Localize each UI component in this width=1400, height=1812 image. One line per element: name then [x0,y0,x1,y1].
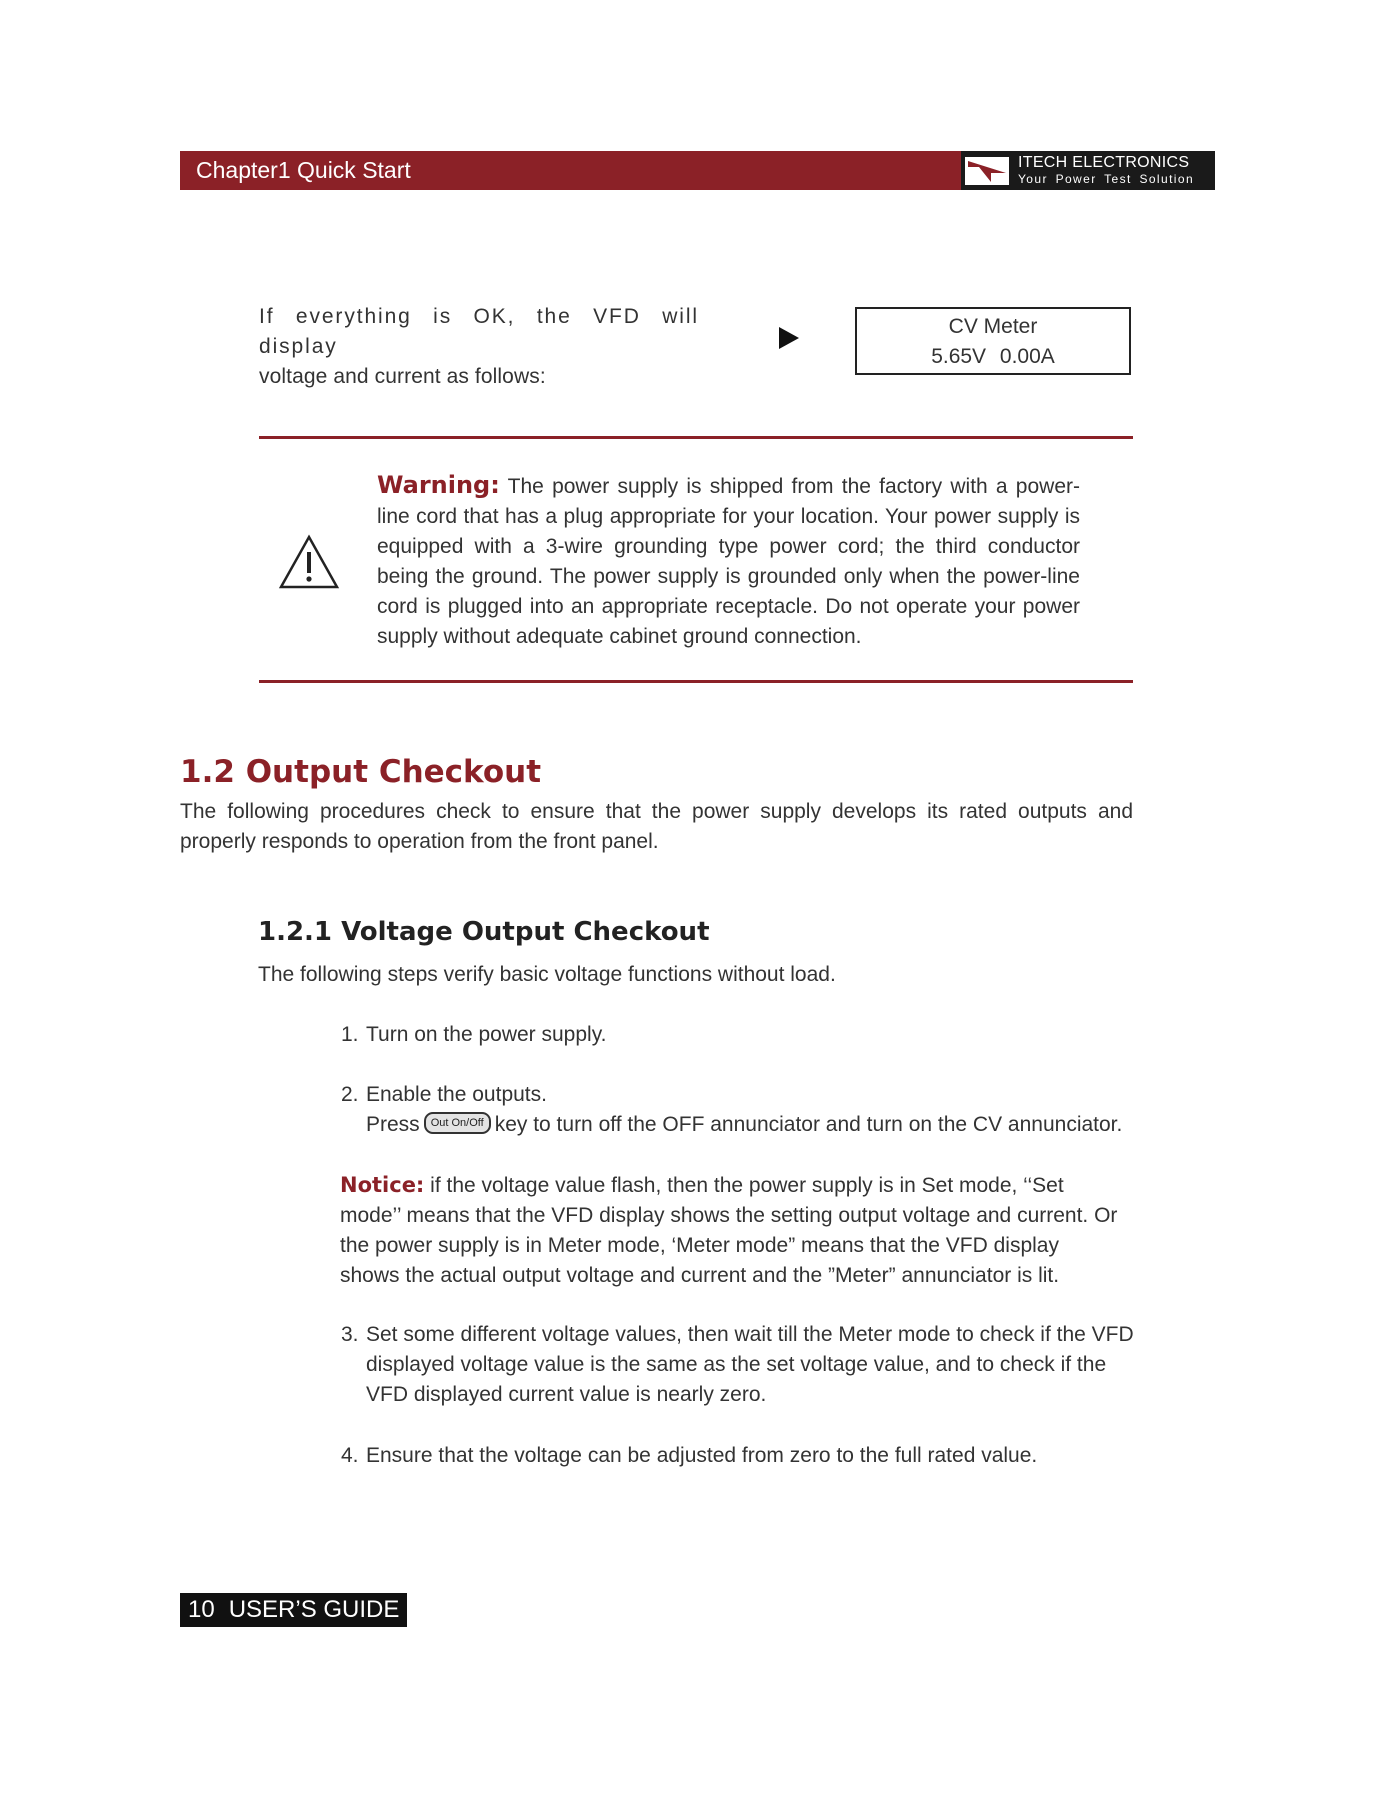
vfd-display-box [855,307,1131,375]
intro-line-2: voltage and current as follows: [259,365,546,388]
step-number: 2. [341,1083,359,1106]
step-number: 3. [341,1323,359,1346]
step-text: Turn on the power supply. [366,1023,607,1046]
notice-text: if the voltage value flash, then the power supply is in Set mode, ‘‘Set mode’’ means that the VFD display shows the setting output voltage and current. Or the power supply is in Meter mode, ‘Meter mode” means that the VFD display shows the actual output voltage and current and the ”Meter” annunciator is lit. [340,1174,1118,1287]
step-3 [341,1320,1141,1410]
step-1 [341,1020,1141,1050]
step-2 [341,1080,1141,1140]
notice-paragraph [340,1170,1120,1291]
play-arrow-icon [778,326,800,350]
itech-logo-icon [965,157,1009,185]
subsection-heading: 1.2.1 Voltage Output Checkout [258,917,710,947]
warning-paragraph [377,470,1080,652]
step-number: 1. [341,1023,359,1046]
step-text: Enable the outputs. [366,1083,547,1106]
notice-label: Notice: [340,1173,425,1197]
guide-label: USER’S GUIDE [228,1596,400,1623]
warning-triangle-icon [278,534,340,590]
intro-paragraph [259,302,699,392]
warning-rule-bottom [259,680,1133,683]
section-paragraph: The following procedures check to ensure that the power supply develops its rated outputs and properly responds to operation from the front panel. [180,800,1133,853]
page-footer [180,1593,407,1627]
itech-logo [961,151,1215,190]
press-suffix: key to turn off the OFF annunciator and turn on the CV annunciator. [494,1113,1123,1136]
intro-line-1: If everything is OK, the VFD will display [259,305,699,358]
vfd-readings [857,342,1129,372]
vfd-mode: CV Meter [948,315,1038,338]
warning-rule-top [259,436,1133,439]
warning-text: The power supply is shipped from the factory with a power-line cord that has a plug appropriate for your location. Your power supply is equipped with a 3-wire grounding type power cord; the third conductor being the ground. The power supply is grounded only when the power-line cord is plugged into an appropriate receptacle. Do not operate your power supply without adequate cabinet ground connection. [377,475,1080,648]
logo-name: ITECH ELECTRONICS [1018,154,1190,171]
step-press-line [366,1110,1141,1140]
step-text: Set some different voltage values, then wait till the Meter mode to check if the VFD displayed voltage value is the same as the set voltage value, and to check if the VFD displayed current value is nearly zero. [366,1323,1134,1406]
press-prefix: Press [366,1113,420,1136]
step-4 [341,1441,1141,1471]
out-on-off-key: Out On/Off [424,1112,491,1134]
logo-tagline: Your Power Test Solution [1018,172,1195,186]
step-text: Ensure that the voltage can be adjusted from zero to the full rated value. [366,1444,1038,1467]
vfd-current: 0.00A [999,345,1055,368]
subsection-paragraph: The following steps verify basic voltage functions without load. [258,963,836,986]
section-heading: 1.2 Output Checkout [180,754,542,790]
chapter-title: Chapter1 Quick Start [196,157,411,183]
vfd-voltage: 5.65V [931,345,987,368]
page-number: 10 [188,1596,215,1623]
step-number: 4. [341,1444,359,1467]
warning-label: Warning: [377,471,500,499]
